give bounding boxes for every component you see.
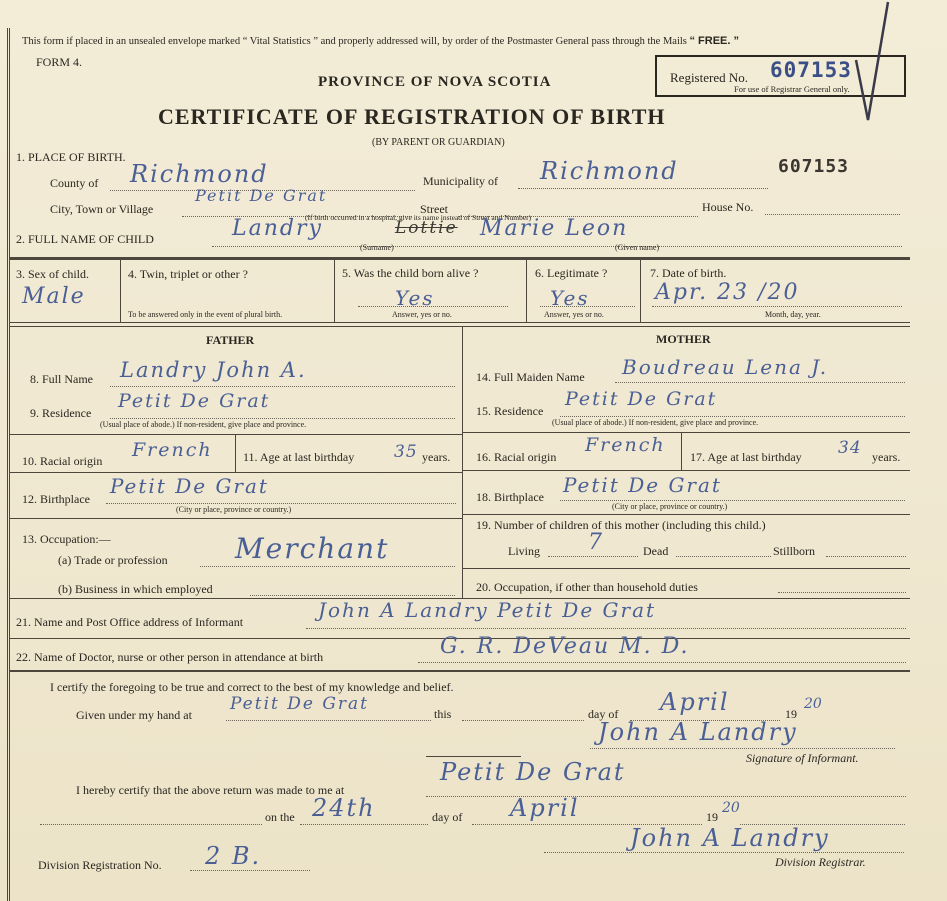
twin-note: To be answered only in the event of plural birth. (128, 310, 283, 319)
mother-racial-divider (681, 432, 682, 470)
left-margin-rule (7, 28, 8, 901)
father-name-value: Landry John A. (120, 358, 307, 382)
mother-racial-label: 16. Racial origin (476, 450, 557, 464)
father-rule-13 (10, 518, 462, 519)
divider-3-4 (120, 260, 121, 322)
certificate-title: CERTIFICATE OF REGISTRATION OF BIRTH (158, 104, 666, 129)
father-years: years. (422, 450, 451, 464)
given-place-line (226, 720, 431, 721)
day-of-label: day of (588, 707, 619, 721)
mother-rule-16 (462, 432, 910, 433)
father-racial-divider (235, 434, 236, 472)
registrar-signature: John A Landry (630, 824, 830, 852)
municipality-value: Richmond (540, 157, 679, 185)
signature-caption: Signature of Informant. (746, 751, 859, 765)
doctor-line (418, 662, 906, 663)
father-occupation-label: 13. Occupation:— (22, 532, 111, 546)
child-surname-value: Landry (232, 216, 323, 241)
mother-birthplace-note: (City or place, province or country.) (612, 502, 728, 511)
mother-maiden-label: 14. Full Maiden Name (476, 370, 585, 384)
alive-line (358, 306, 508, 307)
registrar-certify-text: I hereby certify that the above return was made to me at (76, 783, 345, 797)
dob-caption: Month, day, year. (765, 310, 821, 319)
living-line (548, 556, 638, 557)
certify-text: I certify the foregoing to be true and correct to the best of my knowledge and belief. (50, 680, 454, 694)
mother-residence-label: 15. Residence (476, 404, 544, 418)
hospital-note: (If birth occurred in a hospital, give its name instead of Street and Number) (305, 213, 532, 222)
city-value: Petit De Grat (195, 186, 328, 205)
father-birthplace-line (106, 503, 456, 504)
mother-birthplace-line (560, 500, 905, 501)
father-age-value: 35 (394, 442, 418, 462)
on-the-label: on the (265, 810, 295, 824)
legit-line (540, 306, 635, 307)
father-business-label: (b) Business in which employed (58, 582, 213, 596)
given-label: Given under my hand at (76, 708, 192, 722)
child-struck-name: Lottie (395, 218, 458, 238)
father-birthplace-note: (City or place, province or country.) (176, 505, 292, 514)
father-residence-note: (Usual place of abode.) If non-resident, give place and province. (100, 420, 307, 429)
municipality-line (518, 188, 768, 189)
legit-label: 6. Legitimate ? (535, 266, 608, 280)
sex-value: Male (22, 284, 86, 309)
county-value: Richmond (130, 160, 269, 188)
registrar-day-value: 24th (312, 794, 376, 822)
father-heading: FATHER (206, 333, 255, 347)
informant-signature: John A Landry (598, 718, 798, 746)
street-label: Street (420, 202, 448, 216)
year-suffix: 20 (804, 696, 822, 712)
mother-birthplace-label: 18. Birthplace (476, 490, 544, 504)
year-prefix: 19 (785, 707, 797, 721)
mother-residence-value: Petit De Grat (565, 388, 718, 410)
sex-label: 3. Sex of child. (16, 267, 89, 281)
given-caption: (Given name) (615, 243, 660, 252)
stillborn-label: Stillborn (773, 544, 816, 558)
month-value: April (660, 688, 730, 716)
mother-birthplace-value: Petit De Grat (563, 473, 722, 497)
divider-5-6 (526, 260, 527, 322)
parents-top-rule (10, 326, 910, 327)
form-number: FORM 4. (36, 55, 83, 69)
living-label: Living (508, 544, 540, 558)
informant-value: John A Landry Petit De Grat (318, 598, 657, 622)
registered-label: Registered No. (670, 70, 748, 85)
child-given-value: Marie Leon (480, 216, 629, 241)
informant-line (306, 628, 906, 629)
row3-top-rule-2 (10, 259, 910, 260)
division-line (190, 870, 310, 871)
father-rule-10 (10, 434, 462, 435)
mother-residence-line (560, 416, 905, 417)
witness-line (426, 756, 521, 757)
father-birthplace-label: 12. Birthplace (22, 492, 90, 506)
alive-value: Yes (395, 286, 435, 310)
mail-notice: This form if placed in an unsealed envelope marked “ Vital Statistics ” and properly addressed will, by order of the Postmaster General pass through the Mails “ FREE. ” (22, 35, 740, 47)
legit-value: Yes (550, 286, 590, 310)
mother-maiden-value: Boudreau Lena J. (622, 355, 829, 379)
father-racial-label: 10. Racial origin (22, 454, 103, 468)
father-business-line (250, 595, 455, 596)
surname-caption: (Surname) (360, 243, 394, 252)
this-day-line (462, 720, 584, 721)
certification-top-rule (10, 670, 910, 672)
dead-label: Dead (643, 544, 669, 558)
municipality-label: Municipality of (423, 174, 498, 188)
registered-number: 607153 (770, 58, 852, 82)
registrar-year-prefix: 19 (706, 810, 718, 824)
informant-label: 21. Name and Post Office address of Informant (16, 615, 244, 629)
city-label: City, Town or Village (50, 202, 154, 216)
father-name-label: 8. Full Name (30, 372, 93, 386)
child-name-label: 2. FULL NAME OF CHILD (16, 232, 154, 246)
twin-label: 4. Twin, triplet or other ? (128, 267, 248, 281)
mother-age-label: 17. Age at last birthday (690, 450, 802, 464)
father-trade-label: (a) Trade or profession (58, 553, 168, 567)
mother-occupation-line (778, 592, 906, 593)
father-residence-line (110, 418, 455, 419)
doctor-label: 22. Name of Doctor, nurse or other person in attendance at birth (16, 650, 324, 664)
mother-rule-20 (462, 568, 910, 569)
legit-caption: Answer, yes or no. (544, 310, 604, 319)
registrar-month-value: April (510, 794, 580, 822)
informant-signature-line (590, 748, 895, 749)
father-residence-label: 9. Residence (30, 406, 92, 420)
province-heading: PROVINCE OF NOVA SCOTIA (318, 74, 552, 90)
mother-heading: MOTHER (656, 332, 711, 346)
given-place-value: Petit De Grat (230, 694, 370, 714)
father-birthplace-value: Petit De Grat (110, 474, 269, 498)
dead-line (676, 556, 771, 557)
mother-rule-18 (462, 470, 910, 471)
father-residence-value: Petit De Grat (118, 390, 271, 412)
left-margin-rule-inner (9, 28, 10, 901)
registrar-blank-line (40, 824, 262, 825)
registrar-note: For use of Registrar General only. (734, 84, 850, 94)
stamped-number: 607153 (778, 156, 850, 177)
father-age-label: 11. Age at last birthday (243, 450, 355, 464)
mother-occupation-label: 20. Occupation, if other than household duties (476, 580, 698, 594)
certificate-subtitle: (BY PARENT OR GUARDIAN) (372, 137, 505, 148)
mother-rule-19 (462, 514, 910, 515)
this-label: this (434, 707, 452, 721)
registrar-caption: Division Registrar. (775, 855, 866, 869)
mother-racial-value: French (585, 434, 666, 456)
father-racial-value: French (132, 439, 213, 461)
registrar-day-of-label: day of (432, 810, 463, 824)
mother-residence-note: (Usual place of abode.) If non-resident, give place and province. (552, 418, 759, 427)
division-value: 2 B. (205, 842, 262, 870)
registrar-year-suffix: 20 (722, 800, 740, 816)
mother-maiden-line (615, 382, 905, 383)
child-name-line (212, 246, 902, 247)
check-mark-icon (848, 0, 898, 140)
divider-4-5 (334, 260, 335, 322)
house-line (765, 214, 900, 215)
house-label: House No. (702, 200, 754, 214)
dob-label: 7. Date of birth. (650, 266, 727, 280)
registrar-day-line (300, 824, 428, 825)
father-trade-line (200, 566, 455, 567)
dob-line (652, 306, 902, 307)
living-value: 7 (588, 530, 604, 555)
divider-6-7 (640, 260, 641, 322)
mother-age-value: 34 (838, 438, 862, 458)
county-label: County of (50, 176, 99, 190)
registrar-place-value: Petit De Grat (440, 758, 626, 786)
alive-label: 5. Was the child born alive ? (342, 266, 479, 280)
row3-bottom-rule (10, 322, 910, 323)
dob-value: Apr. 23 /20 (655, 280, 800, 305)
mother-years: years. (872, 450, 901, 464)
doctor-value: G. R. DeVeau M. D. (440, 634, 690, 659)
division-label: Division Registration No. (38, 858, 162, 872)
place-of-birth-label: 1. PLACE OF BIRTH. (16, 150, 126, 164)
registrar-place-line (426, 796, 906, 797)
alive-caption: Answer, yes or no. (392, 310, 452, 319)
stillborn-line (826, 556, 906, 557)
registrar-signature-line (544, 852, 904, 853)
father-rule-12 (10, 472, 462, 473)
father-trade-value: Merchant (235, 532, 390, 565)
mother-children-label: 19. Number of children of this mother (including this child.) (476, 518, 766, 532)
parents-divider (462, 326, 463, 598)
father-name-line (110, 386, 455, 387)
